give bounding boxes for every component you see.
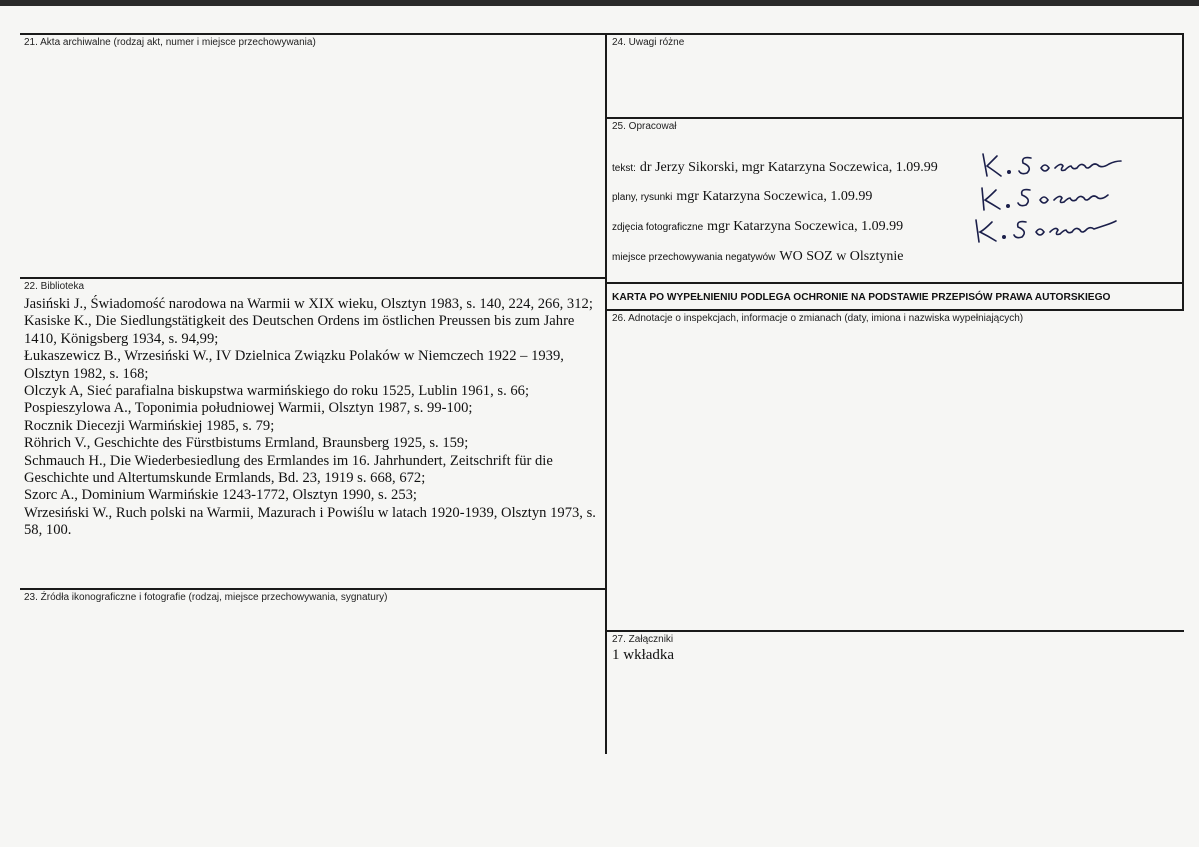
tekst-label: tekst:	[612, 163, 636, 174]
rule-25-notice	[606, 282, 1184, 284]
plany-value: mgr Katarzyna Soczewica, 1.09.99	[676, 189, 873, 204]
bibliography-entry: Kasiske K., Die Siedlungstätigkeit des Deutschen Ordens im östlichen Preussen bis zum Jahre 1410, Königsberg 1934, s. 94,99;	[24, 313, 575, 347]
field-26-label: 26. Adnotacje o inspekcjach, informacje o zmianach (daty, imiona i nazwiska wypełniających)	[612, 313, 1024, 324]
attachments-value: 1 wkładka	[612, 647, 675, 663]
bibliography-entry: Schmauch H., Die Wiederbesiedlung des Ermlandes im 16. Jahrhundert, Zeitschrift für die Geschichte und Altertumskunde Ermlands, Bd. 23, 1919 s. 668, 672;	[24, 452, 553, 487]
plany-label: plany, rysunki	[612, 192, 673, 203]
zdjecia-label: zdjęcia fotograficzne	[612, 222, 704, 233]
field-23-label: 23. Źródła ikonograficzne i fotografie (rodzaj, miejsce przechowywania, sygnatury)	[24, 592, 388, 603]
field-25-label: 25. Opracował	[612, 121, 677, 132]
signature-2	[972, 182, 1132, 212]
field-27-label: 27. Załączniki	[612, 634, 674, 645]
row-zdjecia	[612, 217, 903, 235]
signature-3	[966, 212, 1126, 244]
bibliography-list	[24, 296, 609, 540]
rule-notice-26	[606, 309, 1184, 311]
field-21-label: 21. Akta archiwalne (rodzaj akt, numer i miejsce przechowywania)	[24, 37, 316, 48]
copyright-notice: KARTA PO WYPEŁNIENIU PODLEGA OCHRONIE NA PODSTAWIE PRZEPISÓW PRAWA AUTORSKIEGO	[612, 292, 1111, 303]
bibliography-entry: Szorc A., Dominium Warmińskie 1243-1772, Olsztyn 1990, s. 253;	[24, 487, 417, 504]
bibliography-entry: Pospieszylowa A., Toponimia południowej Warmii, Olsztyn 1987, s. 99-100;	[24, 400, 473, 417]
row-plany	[612, 187, 872, 205]
scan-edge	[0, 0, 1199, 6]
bibliography-entry: Jasiński J., Świadomość narodowa na Warmii w XIX wieku, Olsztyn 1983, s. 140, 224, 266, 312;	[24, 296, 593, 312]
bibliography-entry: Olczyk A, Sieć parafialna biskupstwa warmińskiego do roku 1525, Lublin 1961, s. 66;	[24, 383, 530, 400]
bibliography-entry: Łukaszewicz B., Wrzesiński W., IV Dzielnica Związku Polaków w Niemczech 1922 – 1939, Olsztyn 1982, s. 168;	[24, 348, 564, 382]
top-rule	[20, 33, 1184, 35]
signature-1	[975, 150, 1135, 180]
bibliography-entry: Röhrich V., Geschichte des Fürstbistums Ermland, Braunsberg 1925, s. 159;	[24, 435, 469, 452]
rule-21-22	[20, 277, 607, 279]
miejsce-value: WO SOZ w Olsztynie	[779, 249, 904, 264]
rule-22-23	[20, 588, 607, 590]
zdjecia-value: mgr Katarzyna Soczewica, 1.09.99	[707, 219, 904, 234]
tekst-value: dr Jerzy Sikorski, mgr Katarzyna Soczewica, 1.09.99	[639, 160, 938, 175]
row-miejsce	[612, 247, 903, 265]
row-tekst	[612, 158, 938, 176]
bibliography-entry: Wrzesiński W., Ruch polski na Warmii, Mazurach i Powiślu w latach 1920-1939, Olsztyn 1973, s. 58, 100.	[24, 504, 596, 539]
field-22-label: 22. Biblioteka	[24, 281, 85, 292]
field-24-label: 24. Uwagi różne	[612, 37, 685, 48]
rule-24-25	[606, 117, 1184, 119]
rule-26-27	[606, 630, 1184, 632]
right-border	[1182, 33, 1184, 310]
miejsce-label: miejsce przechowywania negatywów	[612, 252, 776, 263]
bibliography-entry: Rocznik Diecezji Warmińskiej 1985, s. 79;	[24, 417, 275, 434]
